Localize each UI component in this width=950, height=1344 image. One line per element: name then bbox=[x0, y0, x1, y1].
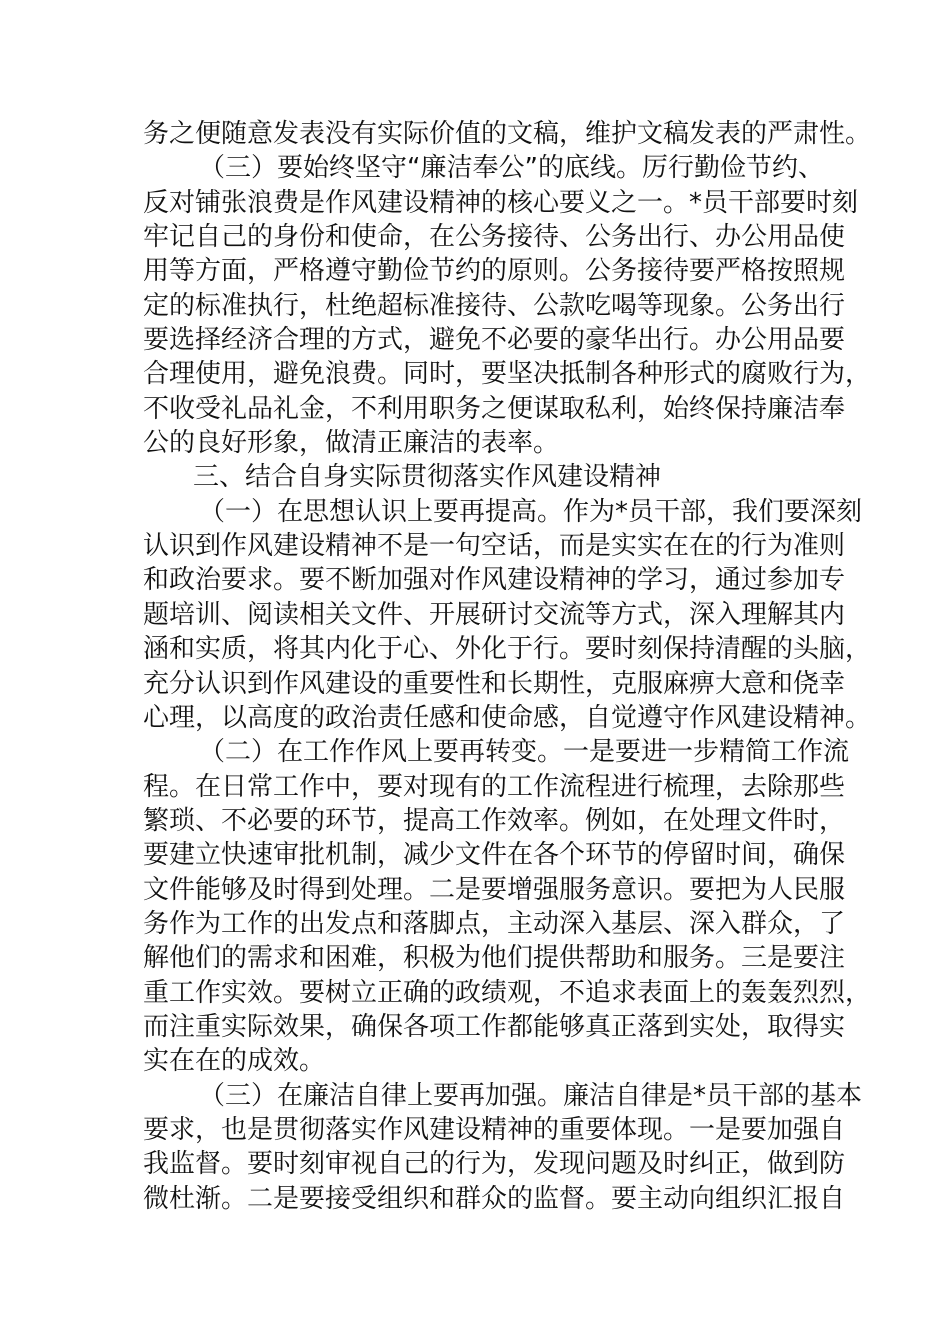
text-line: （二）在工作作风上要再转变。一是要进一步精简工作流 bbox=[199, 737, 850, 768]
text-line: 文件能够及时得到处理。二是要增强服务意识。要把为人民服 bbox=[143, 874, 846, 905]
text-line: 牢记自己的身份和使命，在公务接待、公务出行、办公用品使 bbox=[143, 222, 846, 253]
text-line: 涵和实质，将其内化于心、外化于行。要时刻保持清醒的头脑， bbox=[143, 634, 872, 665]
text-line: 实在在的成效。 bbox=[143, 1046, 326, 1077]
text-line: 定的标准执行，杜绝超标准接待、公款吃喝等现象。公务出行 bbox=[143, 290, 846, 321]
text-line: 繁琐、不必要的环节，提高工作效率。例如，在处理文件时， bbox=[143, 805, 846, 836]
text-line: 要选择经济合理的方式，避免不必要的豪华出行。办公用品要 bbox=[143, 325, 846, 356]
text-line: 要求，也是贯彻落实作风建设精神的重要体现。一是要加强自 bbox=[143, 1114, 846, 1145]
text-line: 心理，以高度的政治责任感和使命感，自觉遵守作风建设精神。 bbox=[143, 702, 872, 733]
text-line: 程。在日常工作中，要对现有的工作流程进行梳理，去除那些 bbox=[143, 771, 846, 802]
text-line: 务作为工作的出发点和落脚点，主动深入基层、深入群众，了 bbox=[143, 908, 846, 939]
text-line: 重工作实效。要树立正确的政绩观，不追求表面上的轰轰烈烈， bbox=[143, 977, 872, 1008]
text-line: 务之便随意发表没有实际价值的文稿，维护文稿发表的严肃性。 bbox=[143, 119, 872, 149]
text-line: 充分认识到作风建设的重要性和长期性，克服麻痹大意和侥幸 bbox=[143, 668, 846, 699]
text-line: 合理使用，避免浪费。同时，要坚决抵制各种形式的腐败行为， bbox=[143, 359, 872, 390]
text-line: （三）在廉洁自律上要再加强。廉洁自律是*员干部的基本 bbox=[199, 1080, 863, 1111]
section-heading: 三、结合自身实际贯彻落实作风建设精神 bbox=[193, 462, 662, 493]
text-line: 微杜渐。二是要接受组织和群众的监督。要主动向组织汇报自 bbox=[143, 1183, 846, 1214]
body-text bbox=[143, 117, 872, 1216]
text-line: 解他们的需求和困难，积极为他们提供帮助和服务。三是要注 bbox=[143, 943, 846, 974]
text-line: 题培训、阅读相关文件、开展研讨交流等方式，深入理解其内 bbox=[143, 599, 846, 630]
text-line: 反对铺张浪费是作风建设精神的核心要义之一。*员干部要时刻 bbox=[143, 187, 859, 218]
text-line: 而注重实际效果，确保各项工作都能够真正落到实处，取得实 bbox=[143, 1011, 846, 1042]
text-line: 和政治要求。要不断加强对作风建设精神的学习，通过参加专 bbox=[143, 565, 846, 596]
text-line: 认识到作风建设精神不是一句空话，而是实实在在的行为准则 bbox=[143, 531, 846, 562]
text-line: （一）在思想认识上要再提高。作为*员干部，我们要深刻 bbox=[199, 496, 863, 527]
text-line: 我监督。要时刻审视自己的行为，发现问题及时纠正，做到防 bbox=[143, 1149, 846, 1180]
text-line: 用等方面，严格遵守勤俭节约的原则。公务接待要严格按照规 bbox=[143, 256, 846, 287]
text-line: 公的良好形象，做清正廉洁的表率。 bbox=[143, 428, 560, 459]
text-line: （三）要始终坚守“廉洁奉公”的底线。厉行勤俭节约、 bbox=[199, 153, 824, 184]
text-line: 不收受礼品礼金，不利用职务之便谋取私利，始终保持廉洁奉 bbox=[143, 393, 846, 424]
text-line: 要建立快速审批机制，减少文件在各个环节的停留时间，确保 bbox=[143, 840, 846, 871]
